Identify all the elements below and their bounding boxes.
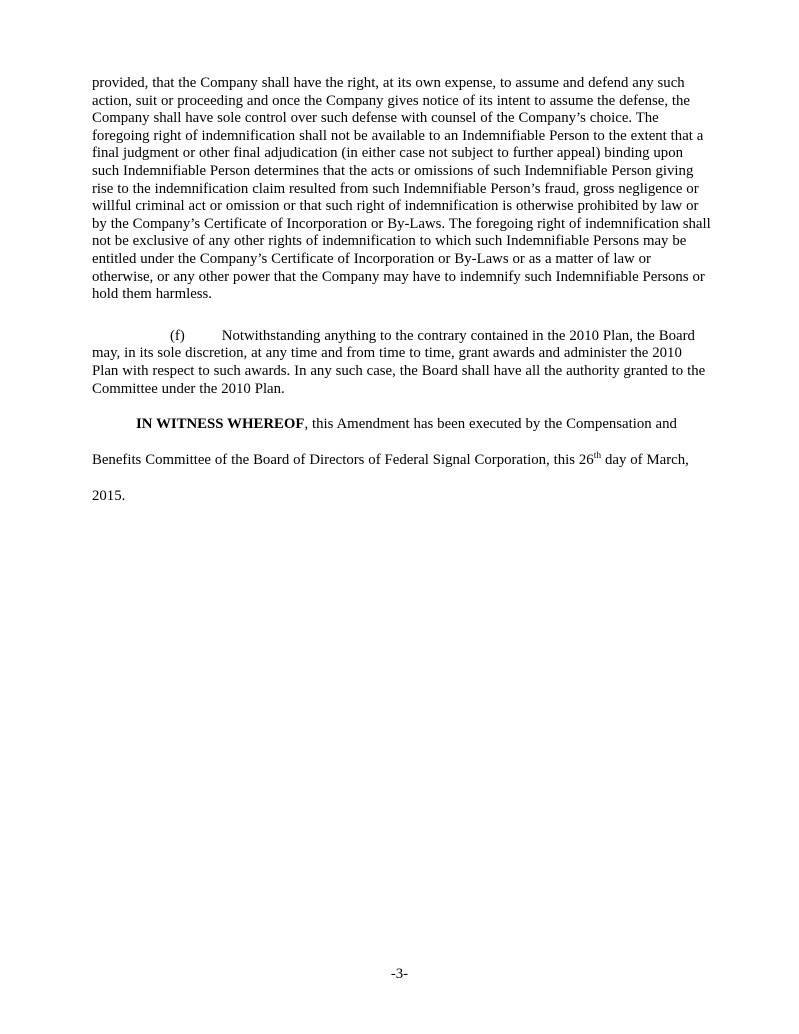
- page-number: -3-: [390, 966, 409, 982]
- paragraph-witness: [92, 406, 712, 514]
- paragraph-indemnification: provided, that the Company shall have the right, at its own expense, to assume and defend any such action, suit or proceeding and once the Company gives notice of its intent to assume the defense, the Company shall have sole control over such defense with counsel of the Company’s choice. The foregoing right of indemnification shall not be available to an Indemnifiable Person to the extent that a final judgment or other final adjudication (in either case not subject to further appeal) binding upon such Indemnifiable Person determines that the acts or omissions of such Indemnifiable Person giving rise to the indemnification claim resulted from such Indemnifiable Person’s fraud, gross negligence or willful criminal act or omission or that such right of indemnification is otherwise prohibited by law or by the Company’s Certificate of Incorporation or By-Laws. The foregoing right of indemnification shall not be exclusive of any other rights of indemnification to which such Indemnifiable Persons may be entitled under the Company’s Certificate of Incorporation or By-Laws or as a matter of law or otherwise, or any other power that the Company may have to indemnify such Indemnifiable Persons or hold them harmless.: [92, 75, 711, 303]
- witness-lead-bold: IN WITNESS WHEREOF: [136, 416, 305, 433]
- witness-superscript-th: th: [593, 451, 602, 462]
- witness-text-after-superscript: day of March, 2015.: [92, 452, 689, 505]
- paragraph-f: [92, 328, 712, 398]
- paragraph-f-label: (f): [170, 327, 185, 344]
- paragraph-f-text: Notwithstanding anything to the contrary contained in the 2010 Plan, the Board may, in its sole discretion, at any time and from time to time, grant awards and administer the 2010 Plan with respect to such awards. In any such case, the Board shall have all the authority granted to the Committee under the 2010 Plan.: [92, 327, 706, 397]
- witness-text-before-superscript: , this Amendment has been executed by the Compensation and Benefits Committee of the Board of Directors of Federal Signal Corporation, this 26: [92, 416, 677, 469]
